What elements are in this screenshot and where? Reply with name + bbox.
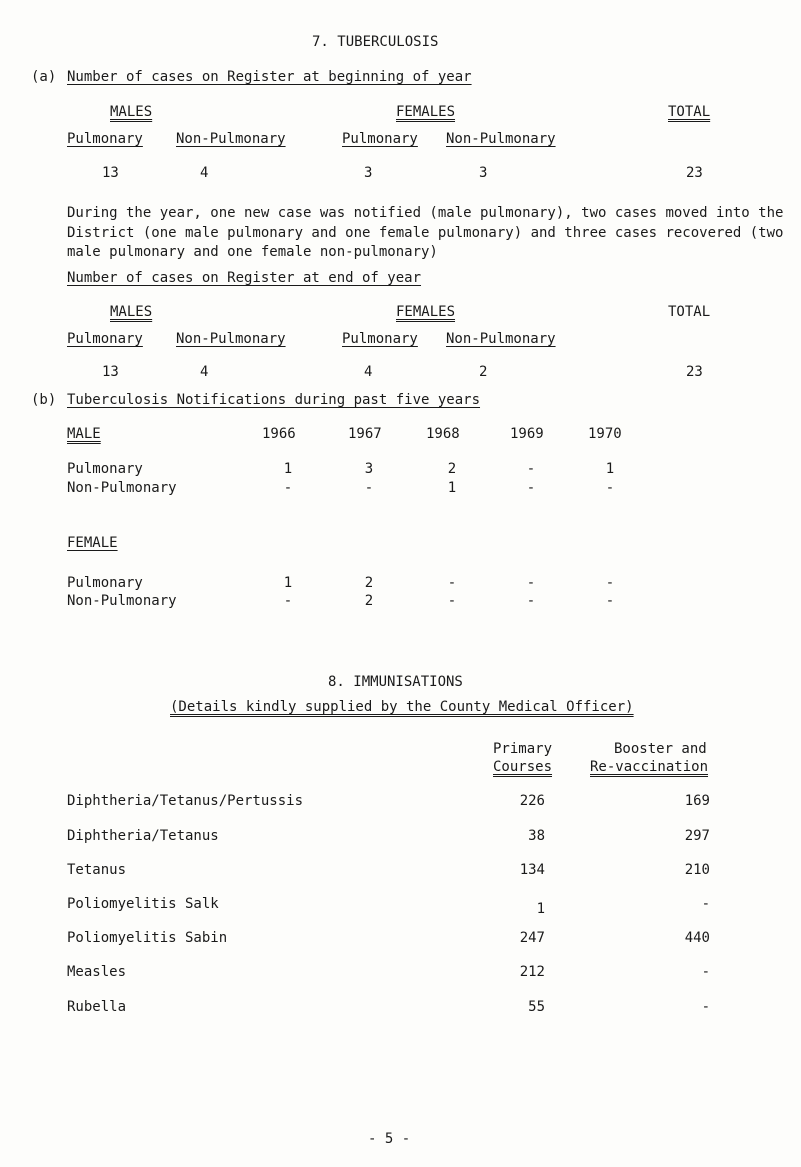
notification-value: 1 bbox=[283, 461, 293, 477]
immunisation-label: Diphtheria/Tetanus bbox=[67, 828, 219, 844]
booster-header-2: Re-vaccination bbox=[590, 759, 709, 775]
booster-value: 169 bbox=[684, 793, 710, 809]
movement-paragraph: During the year, one new case was notified (male pulmonary), two cases moved into the District (one male pulmonary and one female pulmonary) and three cases recovered (two male pulmonary and one female non-pulmonary) bbox=[67, 205, 784, 260]
notification-value: - bbox=[526, 480, 536, 496]
notification-value: 2 bbox=[447, 461, 457, 477]
notification-value: 1 bbox=[283, 575, 293, 591]
year-header: 1967 bbox=[348, 426, 382, 442]
register-end-heading: Number of cases on Register at end of year bbox=[67, 270, 422, 286]
notification-value: - bbox=[605, 480, 615, 496]
booster-value: - bbox=[701, 999, 710, 1015]
notification-value: - bbox=[526, 461, 536, 477]
notification-value: - bbox=[283, 593, 293, 609]
end-male-non-pulmonary: 4 bbox=[200, 364, 209, 380]
notification-value: - bbox=[526, 593, 536, 609]
male-non-pulmonary-label: Non-Pulmonary bbox=[67, 480, 177, 496]
males-header: MALES bbox=[110, 104, 153, 120]
immunisation-label: Tetanus bbox=[67, 862, 127, 878]
booster-value: 440 bbox=[684, 930, 710, 946]
notification-value: - bbox=[447, 575, 457, 591]
females-header: FEMALES bbox=[396, 104, 456, 120]
notification-value: 2 bbox=[364, 575, 374, 591]
notification-value: - bbox=[605, 593, 615, 609]
notification-value: - bbox=[605, 575, 615, 591]
page-number: - 5 - bbox=[368, 1131, 411, 1147]
notifications-heading: Tuberculosis Notifications during past five years bbox=[67, 392, 481, 408]
immunisation-label: Rubella bbox=[67, 999, 127, 1015]
notification-value: 3 bbox=[364, 461, 374, 477]
immunisation-label: Poliomyelitis Salk bbox=[67, 896, 219, 912]
notification-value: 1 bbox=[447, 480, 457, 496]
males-header-end: MALES bbox=[110, 304, 153, 320]
begin-total: 23 bbox=[686, 165, 703, 181]
primary-value: 38 bbox=[528, 828, 545, 844]
booster-value: 210 bbox=[684, 862, 710, 878]
primary-value: 1 bbox=[536, 901, 545, 917]
year-header: 1968 bbox=[426, 426, 460, 442]
primary-header-2: Courses bbox=[493, 759, 553, 775]
notification-value: 2 bbox=[364, 593, 374, 609]
notification-value: - bbox=[526, 575, 536, 591]
tuberculosis-heading: 7. TUBERCULOSIS bbox=[312, 34, 439, 50]
female-non-pulmonary-header: Non-Pulmonary bbox=[446, 131, 556, 147]
primary-value: 212 bbox=[519, 964, 545, 980]
female-label: FEMALE bbox=[67, 535, 118, 551]
booster-header-1: Booster and bbox=[614, 741, 707, 757]
primary-header-1: Primary bbox=[493, 741, 553, 757]
total-header: TOTAL bbox=[668, 104, 711, 120]
male-pulmonary-label: Pulmonary bbox=[67, 461, 143, 477]
notification-value: - bbox=[364, 480, 374, 496]
year-header: 1970 bbox=[588, 426, 622, 442]
immunisation-label: Diphtheria/Tetanus/Pertussis bbox=[67, 793, 304, 809]
male-non-pulmonary-header-end: Non-Pulmonary bbox=[176, 331, 286, 347]
notification-value: - bbox=[447, 593, 457, 609]
begin-male-non-pulmonary: 4 bbox=[200, 165, 209, 181]
females-header-end: FEMALES bbox=[396, 304, 456, 320]
male-label: MALE bbox=[67, 426, 101, 442]
female-pulmonary-header-end: Pulmonary bbox=[342, 331, 418, 347]
immunisations-subheading: (Details kindly supplied by the County Medical Officer) bbox=[170, 699, 634, 715]
begin-female-non-pulmonary: 3 bbox=[479, 165, 488, 181]
year-header: 1969 bbox=[510, 426, 544, 442]
male-non-pulmonary-header: Non-Pulmonary bbox=[176, 131, 286, 147]
male-pulmonary-header-end: Pulmonary bbox=[67, 331, 143, 347]
immunisations-heading: 8. IMMUNISATIONS bbox=[328, 674, 463, 690]
part-a-label: (a) bbox=[31, 69, 57, 85]
female-non-pulmonary-label: Non-Pulmonary bbox=[67, 593, 177, 609]
end-female-non-pulmonary: 2 bbox=[479, 364, 488, 380]
female-non-pulmonary-header-end: Non-Pulmonary bbox=[446, 331, 556, 347]
male-pulmonary-header: Pulmonary bbox=[67, 131, 143, 147]
booster-value: - bbox=[701, 896, 710, 912]
year-header: 1966 bbox=[262, 426, 296, 442]
female-pulmonary-label: Pulmonary bbox=[67, 575, 143, 591]
immunisation-label: Measles bbox=[67, 964, 127, 980]
end-female-pulmonary: 4 bbox=[364, 364, 373, 380]
female-pulmonary-header: Pulmonary bbox=[342, 131, 418, 147]
begin-male-pulmonary: 13 bbox=[102, 165, 119, 181]
notification-value: - bbox=[283, 480, 293, 496]
primary-value: 247 bbox=[519, 930, 545, 946]
immunisation-label: Poliomyelitis Sabin bbox=[67, 930, 228, 946]
end-male-pulmonary: 13 bbox=[102, 364, 119, 380]
begin-female-pulmonary: 3 bbox=[364, 165, 373, 181]
end-total: 23 bbox=[686, 364, 703, 380]
booster-value: 297 bbox=[684, 828, 710, 844]
register-begin-heading: Number of cases on Register at beginning of year bbox=[67, 69, 472, 85]
part-b-label: (b) bbox=[31, 392, 57, 408]
primary-value: 55 bbox=[528, 999, 545, 1015]
primary-value: 226 bbox=[519, 793, 545, 809]
total-header-end: TOTAL bbox=[668, 304, 711, 320]
primary-value: 134 bbox=[519, 862, 545, 878]
notification-value: 1 bbox=[605, 461, 615, 477]
booster-value: - bbox=[701, 964, 710, 980]
